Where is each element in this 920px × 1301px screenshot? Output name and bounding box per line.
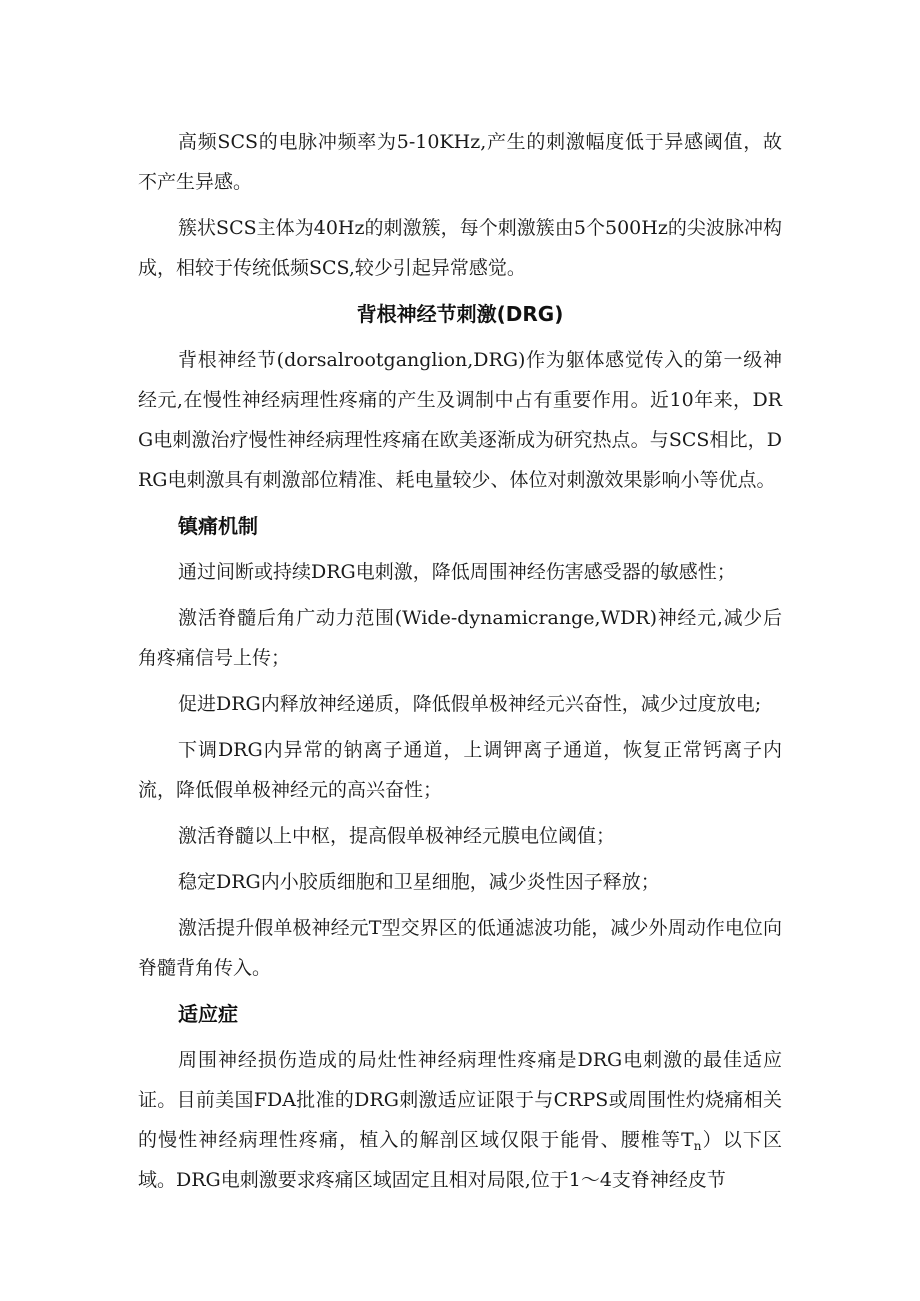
indications-text-end: ）以下区域。DRG电刺激要求疼痛区域固定且相对局限,位于1～4支脊神经皮节 (138, 1129, 782, 1191)
mechanism-item-6: 稳定DRG内小胶质细胞和卫星细胞，减少炎性因子释放； (178, 871, 660, 893)
mechanism-item-4: 下调DRG内异常的钠离子通道，上调钾离子通道，恢复正常钙离子内流，降低假单极神经元的高兴奋性； (138, 739, 782, 801)
mechanism-item-2: 激活脊髓后角广动力范围(Wide-dynamicrange,WDR)神经元,减少后角疼痛信号上传； (138, 607, 782, 669)
section-heading-indications: 适应症 (178, 1002, 238, 1026)
mechanism-item-1: 通过间断或持续DRG电刺激，降低周围神经伤害感受器的敏感性； (178, 561, 736, 583)
indications-text-start: 周围神经损伤造成的局灶性神经病理性疼痛是DRG电刺激的最佳适应证。目前美国FDA批准的DRG刺激适应证限于与CRPS或周围性灼烧痛相关的慢性神经病理性疼痛，植入的解剖区域仅限于能骨、腰椎等T (138, 1049, 782, 1151)
document-body (138, 122, 782, 1206)
paragraph-high-frequency-scs: 高频SCS的电脉冲频率为5-10KHz,产生的刺激幅度低于异感阈值，故不产生异感。 (138, 131, 782, 193)
paragraph-burst-scs: 簇状SCS主体为40Hz的刺激簇，每个刺激簇由5个500Hz的尖波脉冲构成，相较于传统低频SCS,较少引起异常感觉。 (138, 217, 782, 279)
paragraph-drg-intro: 背根神经节(dorsalrootganglion,DRG)作为躯体感觉传入的第一级神经元,在慢性神经病理性疼痛的产生及调制中占有重要作用。近10年来，DRG电刺激治疗慢性神经病理性疼痛在欧美逐渐成为研究热点。与SCS相比，DRG电刺激具有刺激部位精准、耗电量较少、体位对刺激效果影响小等优点。 (138, 349, 782, 491)
section-heading-drg: 背根神经节刺激(DRG) (356, 302, 564, 326)
mechanism-item-3: 促进DRG内释放神经递质，降低假单极神经元兴奋性，减少过度放电; (178, 693, 762, 715)
section-heading-mechanism: 镇痛机制 (178, 514, 258, 538)
mechanism-item-7: 激活提升假单极神经元T型交界区的低通滤波功能，减少外周动作电位向脊髓背角传入。 (138, 917, 782, 979)
paragraph-indications (138, 1040, 782, 1200)
mechanism-item-5: 激活脊髓以上中枢，提高假单极神经元膜电位阈值； (178, 825, 616, 847)
subscript-n: n (693, 1139, 702, 1153)
